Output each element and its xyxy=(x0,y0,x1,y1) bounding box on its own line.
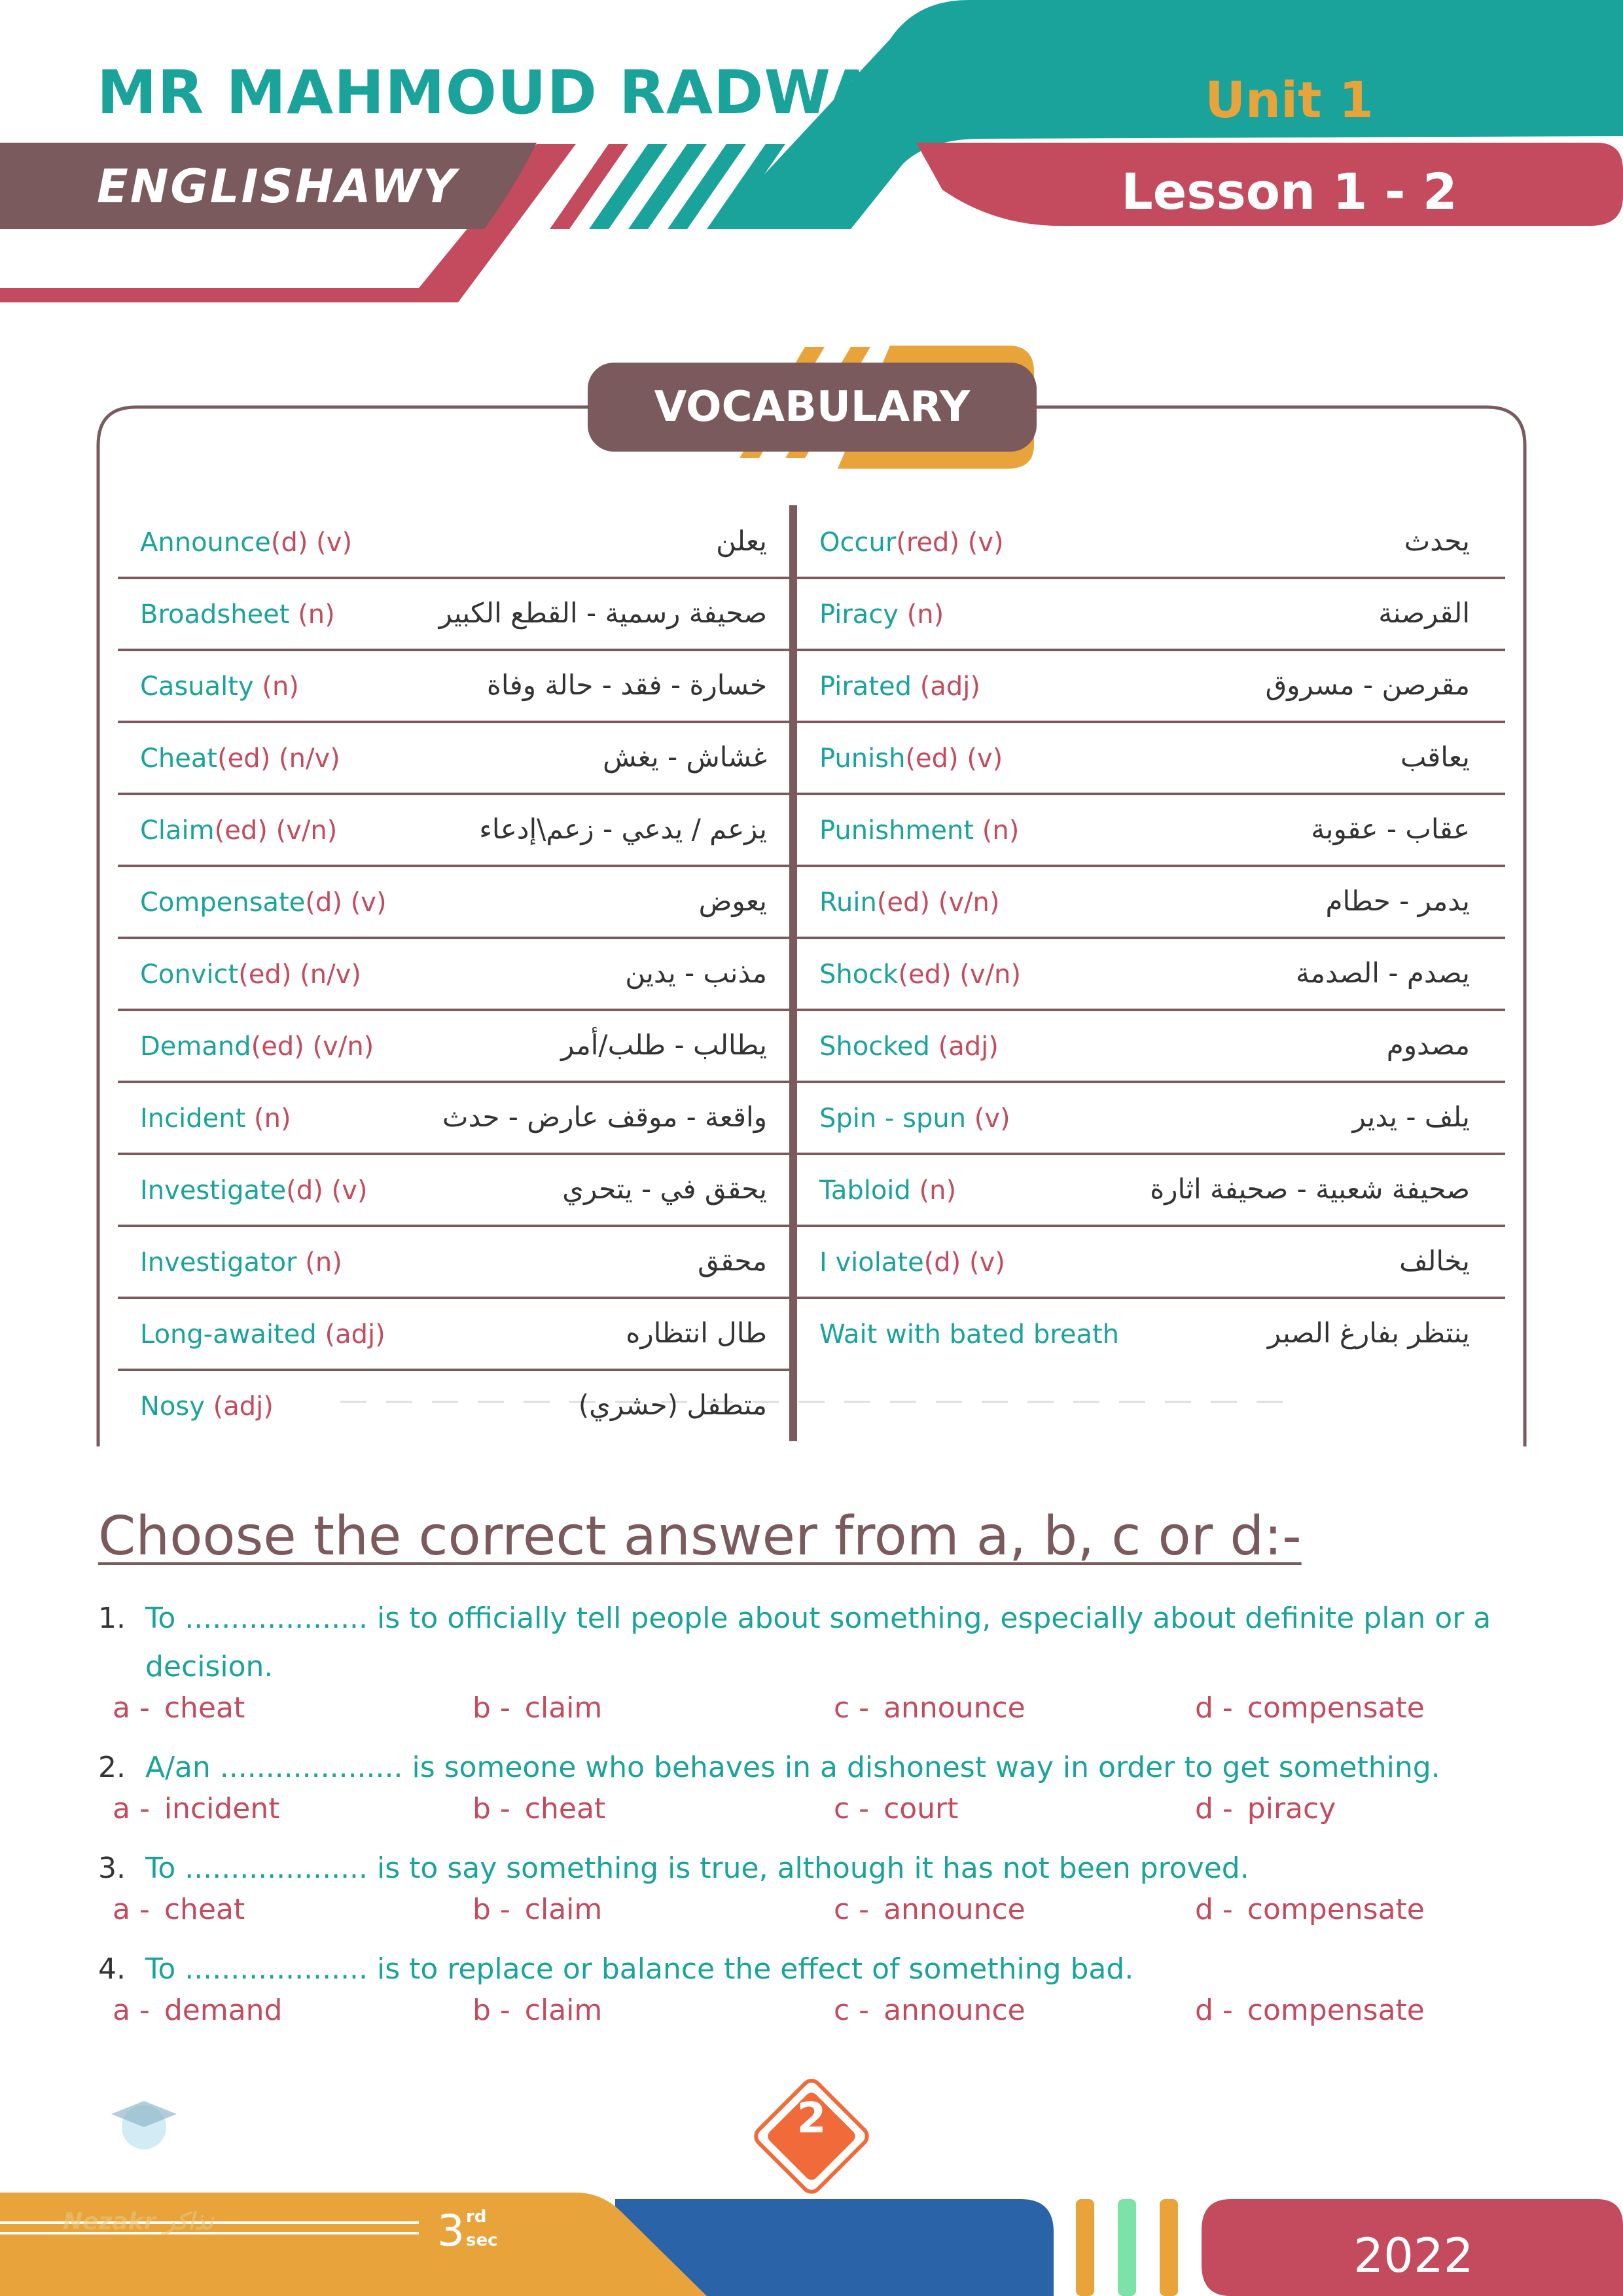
answer-option[interactable] xyxy=(113,1691,245,1725)
vocabulary-title: VOCABULARY xyxy=(654,383,971,431)
vocab-english xyxy=(140,744,340,774)
vocab-part-of-speech: (ed) (v/n) xyxy=(214,816,338,846)
answer-option[interactable] xyxy=(473,1792,605,1825)
vocab-english xyxy=(140,1247,342,1278)
option-text: incident xyxy=(164,1792,280,1825)
vocab-arabic: محقق xyxy=(698,1245,767,1277)
question-text: To .................... is to replace or balance the effect of something bad. xyxy=(145,1952,1134,1986)
vocab-english xyxy=(819,744,1003,774)
grade-number: 3 xyxy=(437,2206,465,2256)
question-number: 3. xyxy=(98,1852,126,1885)
vocab-english xyxy=(819,1175,956,1206)
vocab-english xyxy=(819,1319,1119,1350)
vocab-row xyxy=(118,793,789,865)
vocab-row xyxy=(118,577,789,649)
page-number: 2 xyxy=(796,2094,827,2143)
vocab-word: Incident xyxy=(140,1103,246,1134)
vocab-english xyxy=(819,672,980,702)
option-letter: c - xyxy=(834,1792,870,1825)
vocab-arabic: يعاقب xyxy=(1400,741,1470,773)
option-text: announce xyxy=(883,1691,1026,1725)
vocab-english xyxy=(819,1031,999,1062)
grade-label: sec xyxy=(466,2231,498,2250)
vocab-word: Compensate xyxy=(140,888,306,918)
vocab-part-of-speech: (n) xyxy=(910,1175,957,1206)
vocab-word: Investigator xyxy=(140,1247,297,1278)
vocab-word: Claim xyxy=(140,816,215,846)
vocab-english xyxy=(140,1319,385,1350)
vocab-part-of-speech: (d) (v) xyxy=(270,528,353,558)
vocab-row xyxy=(118,1297,789,1369)
vocab-english xyxy=(819,960,1021,990)
vocab-word: Punishment xyxy=(819,816,974,846)
vocab-arabic: يزعم / يدعي - زعم\إدعاء xyxy=(479,813,767,845)
vocab-english xyxy=(819,816,1019,846)
vocab-english xyxy=(140,1175,367,1206)
vocab-english xyxy=(140,528,352,558)
vocab-english xyxy=(140,888,387,918)
vocab-part-of-speech: (ed) (v/n) xyxy=(876,888,1000,918)
vocab-word: Nosy xyxy=(140,1391,205,1422)
option-letter: c - xyxy=(834,1691,870,1725)
vocab-english xyxy=(819,888,999,918)
vocab-part-of-speech: (n) xyxy=(898,600,944,630)
option-letter: b - xyxy=(473,1994,510,2027)
vocab-part-of-speech: (adj) xyxy=(204,1391,274,1422)
vocab-word: Demand xyxy=(140,1031,251,1062)
option-text: claim xyxy=(524,1691,603,1725)
questions-heading: Choose the correct answer from a, b, c or d:- xyxy=(98,1505,1302,1568)
question-text: To .................... is to say something is true, although it has not been proved. xyxy=(145,1852,1249,1885)
vocab-word: Cheat xyxy=(140,744,218,774)
vocab-part-of-speech: (adj) xyxy=(912,672,980,702)
vocab-english xyxy=(140,672,299,702)
answer-option[interactable] xyxy=(1195,1893,1425,1926)
vocab-arabic: يعوض xyxy=(698,885,767,917)
vocab-arabic: يطالب - طلب/أمر xyxy=(561,1029,767,1061)
question-stem xyxy=(98,1744,1505,1792)
vocab-arabic: عقاب - عقوبة xyxy=(1311,813,1470,845)
option-text: court xyxy=(883,1792,959,1825)
option-text: claim xyxy=(524,1994,603,2027)
vocab-word: Pirated xyxy=(819,672,912,702)
vocab-part-of-speech: (ed) (v/n) xyxy=(898,960,1022,990)
vocab-arabic: ينتظر بفارغ الصبر xyxy=(1267,1317,1470,1349)
option-letter: d - xyxy=(1195,1691,1233,1725)
question-text: To .................... is to officially tell people about something, especially about definite plan or a decision. xyxy=(145,1602,1491,1683)
brand-name: ENGLISHAWY xyxy=(97,160,458,213)
vocab-english xyxy=(140,600,335,630)
answer-option[interactable] xyxy=(113,1994,282,2027)
vocab-english xyxy=(819,1247,1005,1278)
vocab-row xyxy=(797,649,1492,721)
option-text: compensate xyxy=(1247,1691,1425,1725)
option-letter: a - xyxy=(113,1691,150,1725)
vocab-part-of-speech: (n) xyxy=(296,1247,342,1278)
answer-option[interactable] xyxy=(473,1691,602,1725)
vocab-word: Announce xyxy=(140,528,271,558)
option-letter: b - xyxy=(473,1893,510,1926)
vocab-arabic: القرصنة xyxy=(1378,597,1470,629)
option-letter: c - xyxy=(834,1893,870,1926)
lesson-label: Lesson 1 - 2 xyxy=(1121,162,1457,221)
answer-option[interactable] xyxy=(834,1994,1026,2027)
answer-option[interactable] xyxy=(113,1893,245,1926)
vocab-word: Convict xyxy=(140,960,239,990)
vocab-row xyxy=(797,577,1492,649)
answer-option[interactable] xyxy=(834,1691,1026,1725)
vocab-arabic: يلف - يدير xyxy=(1352,1101,1470,1133)
vocab-part-of-speech: (n) xyxy=(245,1103,291,1134)
vocab-part-of-speech: (d) (v) xyxy=(923,1247,1005,1278)
vocab-part-of-speech: (n) xyxy=(253,672,299,702)
vocab-part-of-speech: (adj) xyxy=(929,1031,999,1062)
vocab-english xyxy=(819,1103,1010,1134)
option-text: announce xyxy=(883,1994,1026,2027)
grade-suffix: rd xyxy=(466,2207,487,2227)
vocab-part-of-speech: (ed) (v) xyxy=(905,744,1003,774)
vocab-row xyxy=(797,1153,1492,1225)
vocab-arabic: متطفل (حشري) xyxy=(578,1389,767,1421)
vocab-english xyxy=(819,600,944,630)
vocab-part-of-speech: (ed) (v/n) xyxy=(251,1031,374,1062)
vocab-arabic: صحيفة رسمية - القطع الكبير xyxy=(438,597,767,629)
vocab-row xyxy=(797,505,1492,577)
logo-text: Nezakr نذاكر xyxy=(63,2208,213,2235)
vocab-arabic: غشاش - يغش xyxy=(603,741,767,773)
option-text: cheat xyxy=(164,1893,245,1926)
vocab-arabic: صحيفة شعبية - صحيفة اثارة xyxy=(1150,1173,1470,1205)
vocab-part-of-speech: (red) (v) xyxy=(896,528,1004,558)
vocab-part-of-speech: (d) (v) xyxy=(305,888,387,918)
vocab-arabic: واقعة - موقف عارض - حدث xyxy=(442,1101,767,1133)
vocab-row xyxy=(118,1081,789,1153)
vocab-word: Piracy xyxy=(819,600,899,630)
vocab-arabic: مذنب - يدين xyxy=(625,957,767,989)
option-letter: a - xyxy=(113,1893,150,1926)
vocab-part-of-speech: (n) xyxy=(289,600,335,630)
question-number: 4. xyxy=(98,1952,126,1986)
option-letter: b - xyxy=(473,1691,510,1725)
question-number: 1. xyxy=(98,1602,126,1635)
option-text: compensate xyxy=(1247,1994,1425,2027)
vocab-part-of-speech: (adj) xyxy=(316,1319,385,1350)
vocab-row xyxy=(797,793,1492,865)
option-text: piracy xyxy=(1247,1792,1336,1825)
question-stem xyxy=(98,1594,1505,1691)
vocab-english xyxy=(140,960,361,990)
option-letter: d - xyxy=(1195,1893,1233,1926)
option-text: compensate xyxy=(1247,1893,1425,1926)
vocab-row xyxy=(118,649,789,721)
vocab-row xyxy=(118,937,789,1009)
vocab-arabic: يحقق في - يتحري xyxy=(562,1173,767,1205)
vocab-row xyxy=(118,721,789,793)
vocab-arabic: مصدوم xyxy=(1386,1029,1470,1061)
vocab-arabic: يحدث xyxy=(1404,525,1470,557)
vocab-english xyxy=(819,528,1004,558)
answer-option[interactable] xyxy=(834,1792,958,1825)
option-letter: c - xyxy=(834,1994,870,2027)
vocab-part-of-speech: (ed) (n/v) xyxy=(217,744,340,774)
unit-label: Unit 1 xyxy=(1205,71,1374,129)
vocab-row xyxy=(797,1225,1492,1297)
vocab-arabic: يدمر - حطام xyxy=(1325,885,1470,917)
vocab-row xyxy=(797,1081,1492,1153)
vocab-word: Broadsheet xyxy=(140,600,290,630)
option-letter: d - xyxy=(1195,1994,1233,2027)
vocab-word: Punish xyxy=(819,744,906,774)
author-name: MR MAHMOUD RADWAN xyxy=(97,58,927,128)
option-letter: a - xyxy=(113,1792,150,1825)
vocab-word: Long-awaited xyxy=(140,1319,317,1350)
vocab-word: Tabloid xyxy=(819,1175,911,1206)
vocab-row xyxy=(797,1009,1492,1081)
year-label: 2022 xyxy=(1353,2228,1474,2283)
answer-option[interactable] xyxy=(1195,1994,1425,2027)
vocab-word: Investigate xyxy=(140,1175,287,1206)
answer-option[interactable] xyxy=(834,1893,1026,1926)
vocab-row xyxy=(118,1153,789,1225)
vocab-row xyxy=(797,937,1492,1009)
option-letter: a - xyxy=(113,1994,150,2027)
answer-option[interactable] xyxy=(113,1792,280,1825)
vocab-row xyxy=(797,721,1492,793)
option-text: demand xyxy=(164,1994,283,2027)
vocab-row xyxy=(797,1297,1492,1369)
answer-option[interactable] xyxy=(473,1994,602,2027)
vocab-english xyxy=(140,1031,374,1062)
option-letter: d - xyxy=(1195,1792,1233,1825)
option-text: cheat xyxy=(524,1792,606,1825)
option-text: announce xyxy=(883,1893,1026,1926)
vocab-row xyxy=(118,1369,789,1441)
answer-option[interactable] xyxy=(1195,1792,1336,1825)
vocab-arabic: مقرصن - مسروق xyxy=(1265,669,1470,701)
vocab-arabic: خسارة - فقد - حالة وفاة xyxy=(486,669,767,701)
vocab-arabic: يخالف xyxy=(1399,1245,1470,1277)
option-text: cheat xyxy=(164,1691,245,1725)
vocab-row xyxy=(118,1225,789,1297)
vocab-word: Ruin xyxy=(819,888,877,918)
vocab-arabic: يصدم - الصدمة xyxy=(1296,957,1470,989)
answer-option[interactable] xyxy=(1195,1691,1425,1725)
vocab-word: Casualty xyxy=(140,672,254,702)
vocab-row xyxy=(118,865,789,937)
question-text: A/an .................... is someone who behaves in a dishonest way in order to get something. xyxy=(145,1751,1440,1784)
option-text: claim xyxy=(524,1893,603,1926)
vocab-part-of-speech: (d) (v) xyxy=(286,1175,368,1206)
vocab-row xyxy=(118,1009,789,1081)
vocab-part-of-speech: (n) xyxy=(974,816,1020,846)
vocab-word: Wait with bated breath xyxy=(819,1319,1120,1350)
question-stem xyxy=(98,1844,1505,1893)
vocab-english xyxy=(140,1391,274,1422)
vocab-word: Spin - spun xyxy=(819,1103,967,1134)
question-stem xyxy=(98,1945,1505,1994)
answer-option[interactable] xyxy=(473,1893,602,1926)
vocab-arabic: يعلن xyxy=(716,525,767,557)
vocab-word: Shock xyxy=(819,960,899,990)
vocab-part-of-speech: (ed) (n/v) xyxy=(238,960,361,990)
vocab-arabic: طال انتظاره xyxy=(626,1317,767,1349)
question-number: 2. xyxy=(98,1751,126,1784)
option-letter: b - xyxy=(473,1792,510,1825)
vocab-row xyxy=(118,505,789,577)
vocab-english xyxy=(140,816,337,846)
vocab-english xyxy=(140,1103,291,1134)
vocab-word: Shocked xyxy=(819,1031,930,1062)
vocab-part-of-speech: (v) xyxy=(966,1103,1010,1134)
vocab-word: Occur xyxy=(819,528,897,558)
vocab-row xyxy=(797,865,1492,937)
vocab-word: I violate xyxy=(819,1247,924,1278)
